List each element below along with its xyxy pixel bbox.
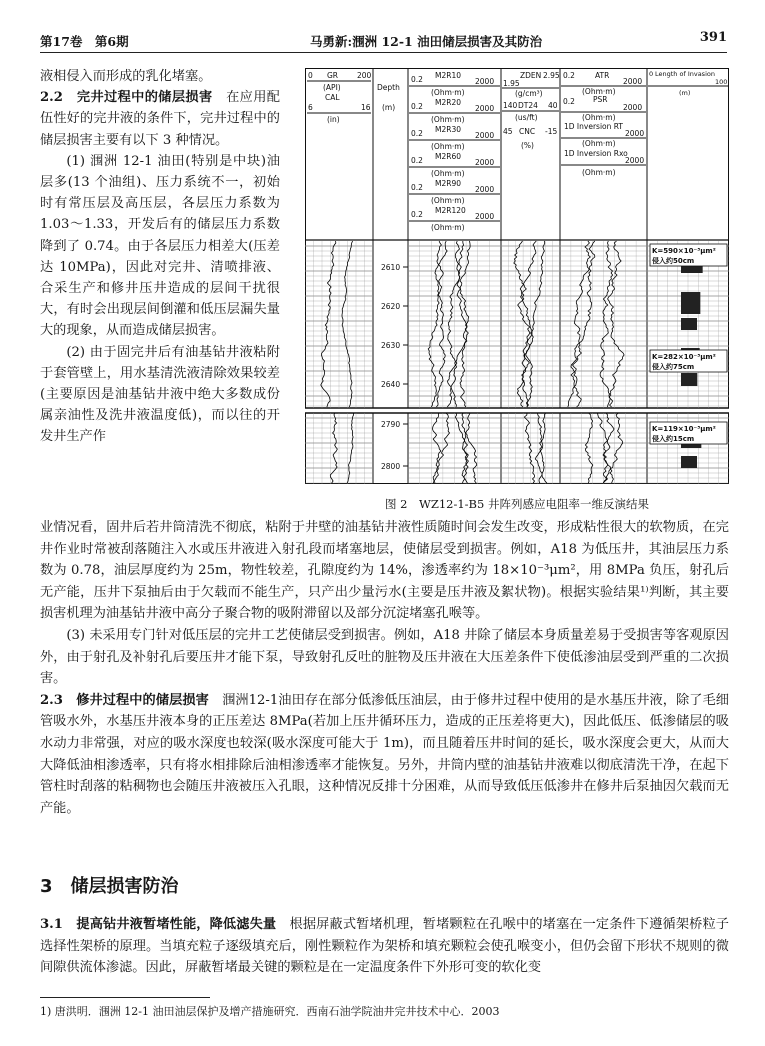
gr-max: 200	[357, 71, 372, 80]
cal-unit: (in)	[327, 115, 340, 124]
zden-min: 1.95	[503, 79, 520, 88]
gr-unit: (API)	[323, 83, 341, 92]
running-title: 马勇新:涠洲 12-1 油田储层损害及其防治	[310, 34, 543, 49]
t3-unit: (Ohm·m)	[431, 196, 465, 205]
t3-max: 2000	[475, 104, 495, 113]
dt-min: 140	[503, 101, 518, 110]
inv-min: 0	[649, 70, 654, 78]
t5-max-1: 2000	[623, 77, 643, 86]
footnote-rule	[40, 997, 210, 998]
section-2-3-text: 涠洲12-1油田存在部分低渗低压油层，由于修井过程中使用的是水基压井液，除了毛细管吸水外，水基压井液本身的正压差达 8MPa(若加上压井循环压力，造成的正压差将更大)，因此低压、低渗储层的吸水动力非常强，对应的吸水深度也较深(吸水深度可能大于 1m)，而且随着压井时间的延长，吸水深度会更大，从而大大降低油相渗透率，只有将水相排除后油相渗透率才能恢复。另外，井筒内壁的油基钻井液难以彻底清洗干净，在起下管柱时刮落的粘稠物也会随压井液被压入孔眼，这种情况反排十分困难，从而导致低压低渗井在修井后泵抽因欠载而无产能。	[40, 692, 729, 816]
t3-min: 0.2	[411, 129, 423, 138]
psr-unit: (Ohm·m)	[582, 113, 616, 122]
t3-max: 2000	[475, 185, 495, 194]
invasion-depth-label: 侵入约50cm	[652, 257, 695, 265]
zden-unit: (g/cm³)	[515, 89, 543, 98]
inv-rt-unit: (Ohm·m)	[582, 139, 616, 148]
dt-max: 40	[548, 101, 558, 110]
cnc-unit: (%)	[521, 141, 534, 150]
dt-label: DT24	[518, 101, 538, 110]
depth-tick: 2790	[381, 420, 401, 429]
inv-rxo-label: 1D Inversion Rxo	[564, 149, 628, 158]
section-2-3	[40, 690, 729, 820]
zden-label: ZDEN	[520, 71, 542, 80]
t3-max: 2000	[475, 212, 495, 221]
t3-min: 0.2	[411, 102, 423, 111]
gr-min: 0	[308, 71, 313, 80]
permeability-label: K=590×10⁻³μm²	[652, 247, 716, 255]
t3-min: 0.2	[411, 183, 423, 192]
paragraph-2: (2) 由于固完井后有油基钻井液粘附于套管壁上，用水基清洗液清除效果较差(主要原因是油基钻井液中绝大多数成份属亲油性及洗井液温度低)，而以往的开发井生产作	[40, 344, 280, 445]
section-2-2-title: 2.2 完井过程中的储层损害	[40, 90, 213, 106]
inv-rxo-unit: (Ohm·m)	[582, 168, 616, 177]
psr-label: PSR	[593, 95, 608, 104]
well-log-figure	[305, 68, 729, 484]
inv-max: 100	[715, 78, 728, 86]
body-text-upper	[40, 517, 729, 819]
dt-unit: (us/ft)	[515, 113, 538, 122]
section-2-3-title: 2.3 修井过程中的储层损害	[40, 692, 209, 708]
t5-max-4: 2000	[625, 156, 645, 165]
gr-label: GR	[327, 71, 339, 80]
t5-max-3: 2000	[625, 129, 645, 138]
volume-issue: 第17卷 第6期	[40, 34, 129, 49]
t3-curve-label: M2R60	[435, 152, 461, 161]
t3-max: 2000	[475, 131, 495, 140]
cal-max: 16	[361, 103, 371, 112]
body-text-lower	[40, 914, 729, 979]
cal-min: 6	[308, 103, 313, 112]
cal-label: CAL	[325, 93, 340, 102]
cnc-min: 45	[503, 127, 513, 136]
invasion-label: Length of Invasion	[655, 70, 715, 78]
t3-min: 0.2	[411, 75, 423, 84]
atr-label: ATR	[595, 71, 610, 80]
t5-max-2: 2000	[623, 103, 643, 112]
cnc-max: -15	[545, 127, 558, 136]
t3-max: 2000	[475, 77, 495, 86]
invasion-depth-label: 侵入约75cm	[652, 363, 695, 371]
t3-curve-label: M2R10	[435, 71, 461, 80]
figure-caption: 图 2 WZ12-1-B5 井阵列感应电阻率一维反演结果	[385, 497, 649, 511]
t3-curve-label: M2R30	[435, 125, 461, 134]
depth-tick: 2640	[381, 380, 401, 389]
t5-min-1: 0.2	[563, 71, 575, 80]
section-3-1	[40, 914, 729, 979]
page-number: 391	[699, 30, 727, 45]
zden-max: 2.95	[543, 71, 560, 80]
permeability-label: K=119×10⁻³μm²	[652, 425, 716, 433]
section-2-2-text: 在应用配伍性好的完井液的条件下，完井过程中的储层损害主要有以下 3 种情况。	[40, 90, 280, 148]
paragraph-1: (1) 涠洲 12-1 油田(特别是中块)油层多(13 个油组)、压力系统不一，初始时有常压层及高压层，各层压力系数为 1.03～1.33，开发后有的储层压力系数降到了 0.74。由于各层压力相差大(压差达 10MPa)，因此对完井、清喷排液、合采生产和修井压井造成的层间干扰很大，有时会出现层间倒灌和低压层漏失量大的现象，从而造成储层损害。	[40, 153, 280, 339]
depth-unit: (m)	[382, 103, 396, 112]
page-header	[40, 22, 727, 53]
section-2-2	[40, 87, 280, 151]
t3-min: 0.2	[411, 156, 423, 165]
invasion-depth-label: 侵入约15cm	[652, 435, 695, 443]
depth-label: Depth	[377, 83, 400, 92]
paragraph-3: (3) 未采用专门针对低压层的完井工艺使储层受到损害。例如，A18 井除了储层本身质量差易于受损害等客观原因外，由于射孔及补射孔后要压井才能下泵，导致射孔反吐的脏物及压井液在大压差条件下使低渗油层受到严重的二次损害。	[40, 627, 729, 687]
depth-tick: 2620	[381, 302, 401, 311]
atr-unit: (Ohm·m)	[582, 87, 616, 96]
t3-unit: (Ohm·m)	[431, 115, 465, 124]
section-3-1-text: 根据屏蔽式暂堵机理，暂堵颗粒在孔喉中的堵塞在一定条件下遵循架桥粒子选择性架桥的原理。当填充粒子逐级填充后，刚性颗粒作为架桥和填充颗粒会使孔喉变小，但仍会留下形状不规则的微间隙供流体渗滤。因此，屏蔽暂堵最关键的颗粒是在一定温度条件下外形可变的软化变	[40, 917, 729, 976]
section-3-heading: 3 储层损害防治	[40, 876, 179, 897]
cnc-label: CNC	[519, 127, 536, 136]
t3-curve-label: M2R120	[435, 206, 466, 215]
t3-unit: (Ohm·m)	[431, 88, 465, 97]
t3-min: 0.2	[411, 210, 423, 219]
depth-tick: 2800	[381, 462, 401, 471]
footnote: 1) 唐洪明．涠洲 12-1 油田油层保护及增产措施研究．西南石油学院油井完井技术中心．2003	[40, 1005, 500, 1018]
t3-unit: (Ohm·m)	[431, 223, 465, 232]
t3-unit: (Ohm·m)	[431, 142, 465, 151]
invasion-unit: (m)	[679, 89, 691, 97]
paragraph-continued: 液相侵入而形成的乳化堵塞。	[40, 69, 212, 84]
paragraph-2-continued: 业情况看，固井后若井筒清洗不彻底，粘附于井壁的油基钻井液性质随时间会发生改变，形成粘性很大的软物质，在完井作业时常被刮落随注入水或压井液进入射孔段而堵塞地层，使储层受到损害。例如，A18 为低压井，其油层压力系数为 0.78，油层厚度约为 25m，物性较差，孔隙度约为 14%，渗透率约为 18×10⁻³μm²，用 8MPa 负压，射孔后无产能，压井下泵抽后由于欠载而不能生产，只产出少量污水(主要是压井液及絮状物)。根据实验结果¹⁾判断，其主要损害机理为油基钻井液中高分子聚合物的吸附滞留以及部分沉淀堵塞孔喉等。	[40, 520, 729, 622]
inv-rt-label: 1D Inversion RT	[564, 122, 623, 131]
t5-min-2: 0.2	[563, 97, 575, 106]
t3-curve-label: M2R90	[435, 179, 461, 188]
section-3-1-title: 3.1 提高钻井液暂堵性能，降低滤失量	[40, 917, 277, 932]
t3-unit: (Ohm·m)	[431, 169, 465, 178]
permeability-label: K=282×10⁻³μm²	[652, 353, 716, 361]
depth-tick: 2610	[381, 263, 401, 272]
t3-max: 2000	[475, 158, 495, 167]
left-column	[40, 66, 280, 448]
depth-tick: 2630	[381, 341, 401, 350]
t3-curve-label: M2R20	[435, 98, 461, 107]
